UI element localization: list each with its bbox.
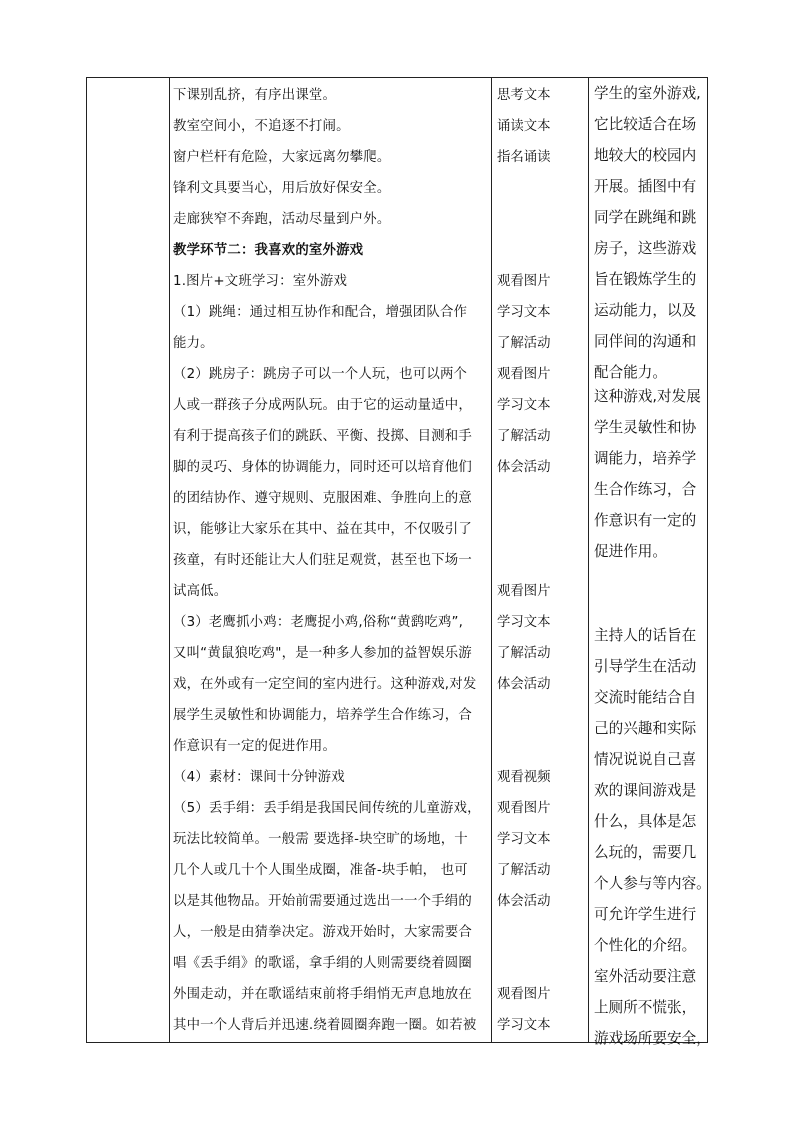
- content-line: 识，能够让大家乐在其中、益在其中，不仅吸引了: [173, 522, 472, 537]
- activity-line: 了解活动: [497, 863, 551, 878]
- intent-line: 情况说说自己喜: [594, 751, 697, 768]
- content-line: 下课别乱挤，有序出课堂。: [173, 88, 337, 103]
- content-line: 有利于提高孩子们的跳跃、平衡、投掷、目测和手: [173, 429, 472, 444]
- content-line: 又叫“黄鼠狼吃鸡"，是一种多人参加的益智娱乐游: [173, 646, 472, 661]
- intent-line: 主持人的话旨在: [594, 627, 697, 644]
- intent-line: 它比较适合在场: [594, 116, 697, 133]
- intent-line: 交流时能结合自: [594, 689, 697, 706]
- intent-line: 生合作练习，合: [594, 481, 697, 498]
- intent-line: 房子，这些游戏: [594, 240, 697, 257]
- intent-line: 欢的课间游戏是: [594, 782, 697, 799]
- intent-line: 同学在跳绳和跳: [594, 209, 697, 226]
- activity-line: 学习文本: [497, 615, 551, 630]
- content-line: （3）老鹰抓小鸡：老鹰捉小鸡,俗称“黄鹞吃鸡”,: [173, 615, 464, 630]
- content-line: 教室空间小，不追逐不打闹。: [173, 119, 350, 134]
- content-line: 锋利文具要当心，用后放好保安全。: [173, 181, 391, 196]
- intent-line: 促进作用。: [594, 543, 667, 560]
- intent-line: 可允许学生进行: [594, 906, 697, 923]
- content-line: 脚的灵巧、身体的协调能力，同时还可以培育他们: [173, 460, 472, 475]
- content-line: 展学生灵敏性和协调能力，培养学生合作练习，合: [173, 708, 472, 723]
- intent-line: 个性化的介绍。: [594, 937, 697, 954]
- intent-line: 调能力，培养学: [594, 450, 697, 467]
- content-line: 作意识有一定的促进作用。: [173, 739, 337, 754]
- content-line: 几个人或几十个人围坐成圈，准备-块手帕， 也可: [173, 863, 468, 878]
- content-line: 走廊狭窄不奔跑，活动尽量到户外。: [173, 212, 391, 227]
- intent-line: 什么，具体是怎: [594, 813, 697, 830]
- column-divider: [588, 78, 589, 1042]
- intent-line: 学生灵敏性和协: [594, 419, 697, 436]
- content-line: （5）丢手绢：丢手绢是我国民间传统的儿童游戏，: [173, 801, 481, 816]
- intent-line: 引导学生在活动: [594, 658, 697, 675]
- intent-line: 这种游戏,对发展: [594, 388, 701, 405]
- activity-line: 指名诵读: [497, 150, 551, 165]
- activity-line: 体会活动: [497, 894, 551, 909]
- intent-line: 个人参与等内容。: [594, 875, 711, 892]
- content-line: 教学环节二：我喜欢的室外游戏: [173, 243, 364, 258]
- activity-line: 学习文本: [497, 832, 551, 847]
- content-line: 人，一般是由猜拳决定。游戏开始时，大家需要合: [173, 925, 472, 940]
- activity-line: 了解活动: [497, 336, 551, 351]
- lesson-table: [86, 77, 711, 1047]
- activity-line: 学习文本: [497, 1018, 551, 1033]
- content-line: （2）跳房子：跳房子可以一个人玩，也可以两个: [173, 367, 468, 382]
- intent-line: 己的兴趣和实际: [594, 720, 697, 737]
- content-line: （4）素材：课间十分钟游戏: [173, 770, 345, 785]
- activity-line: 诵读文本: [497, 119, 551, 134]
- activity-line: 体会活动: [497, 460, 551, 475]
- content-line: 窗户栏杆有危险，大家远离勿攀爬。: [173, 150, 391, 165]
- content-line: 唱《丢手绢》的歌谣，拿手绢的人则需要绕着圆圈: [173, 956, 472, 971]
- column-divider: [169, 78, 170, 1042]
- content-line: 能力。: [173, 336, 214, 351]
- content-line: 玩法比较简单。一般需 要选择-块空旷的场地，十: [173, 832, 468, 847]
- intent-line: 开展。插图中有: [594, 178, 697, 195]
- intent-line: 上厕所不慌张，: [594, 999, 697, 1016]
- content-line: 的团结协作、遵守规则、克服困难、争胜向上的意: [173, 491, 472, 506]
- content-line: 1.图片+文班学习：室外游戏: [173, 274, 348, 289]
- content-line: 以是其他物品。开始前需要通过选出一一个手绢的: [173, 894, 472, 909]
- activity-line: 体会活动: [497, 677, 551, 692]
- content-line: 戏，在外或有一定空间的室内进行。这种游戏,对发: [173, 677, 477, 692]
- activity-line: 了解活动: [497, 646, 551, 661]
- activity-line: 思考文本: [497, 88, 551, 103]
- content-line: 人或一群孩子分成两队玩。由于它的运动量适中，: [173, 398, 472, 413]
- intent-line: 同伴间的沟通和: [594, 333, 697, 350]
- intent-line: 学生的室外游戏,: [594, 85, 701, 102]
- column-divider: [491, 78, 492, 1042]
- activity-line: 了解活动: [497, 429, 551, 444]
- intent-line: 作意识有一定的: [594, 512, 697, 529]
- activity-line: 观看图片: [497, 584, 551, 599]
- intent-line: 么玩的，需要几: [594, 844, 697, 861]
- content-line: 外围走动，并在歌谣结束前将手绢悄无声息地放在: [173, 987, 472, 1002]
- intent-line: 配合能力。: [594, 364, 667, 381]
- content-line: 其中一个人背后并迅速.绕着圆圈奔跑一圈。如若被: [173, 1018, 477, 1033]
- activity-line: 学习文本: [497, 398, 551, 413]
- activity-line: 学习文本: [497, 305, 551, 320]
- activity-line: 观看视频: [497, 770, 551, 785]
- intent-line: 旨在锻炼学生的: [594, 271, 697, 288]
- activity-line: 观看图片: [497, 801, 551, 816]
- content-line: 试高低。: [173, 584, 228, 599]
- intent-line: 地较大的校园内: [594, 147, 697, 164]
- content-line: （1）跳绳：通过相互协作和配合，增强团队合作: [173, 305, 468, 320]
- activity-line: 观看图片: [497, 367, 551, 382]
- intent-line: 游戏场所要安全，: [594, 1030, 711, 1047]
- activity-line: 观看图片: [497, 987, 551, 1002]
- intent-line: 室外活动要注意: [594, 968, 697, 985]
- intent-line: 运动能力，以及: [594, 302, 697, 319]
- content-line: 孩童，有时还能让大人们驻足观赏，甚至也下场一: [173, 553, 472, 568]
- activity-line: 观看图片: [497, 274, 551, 289]
